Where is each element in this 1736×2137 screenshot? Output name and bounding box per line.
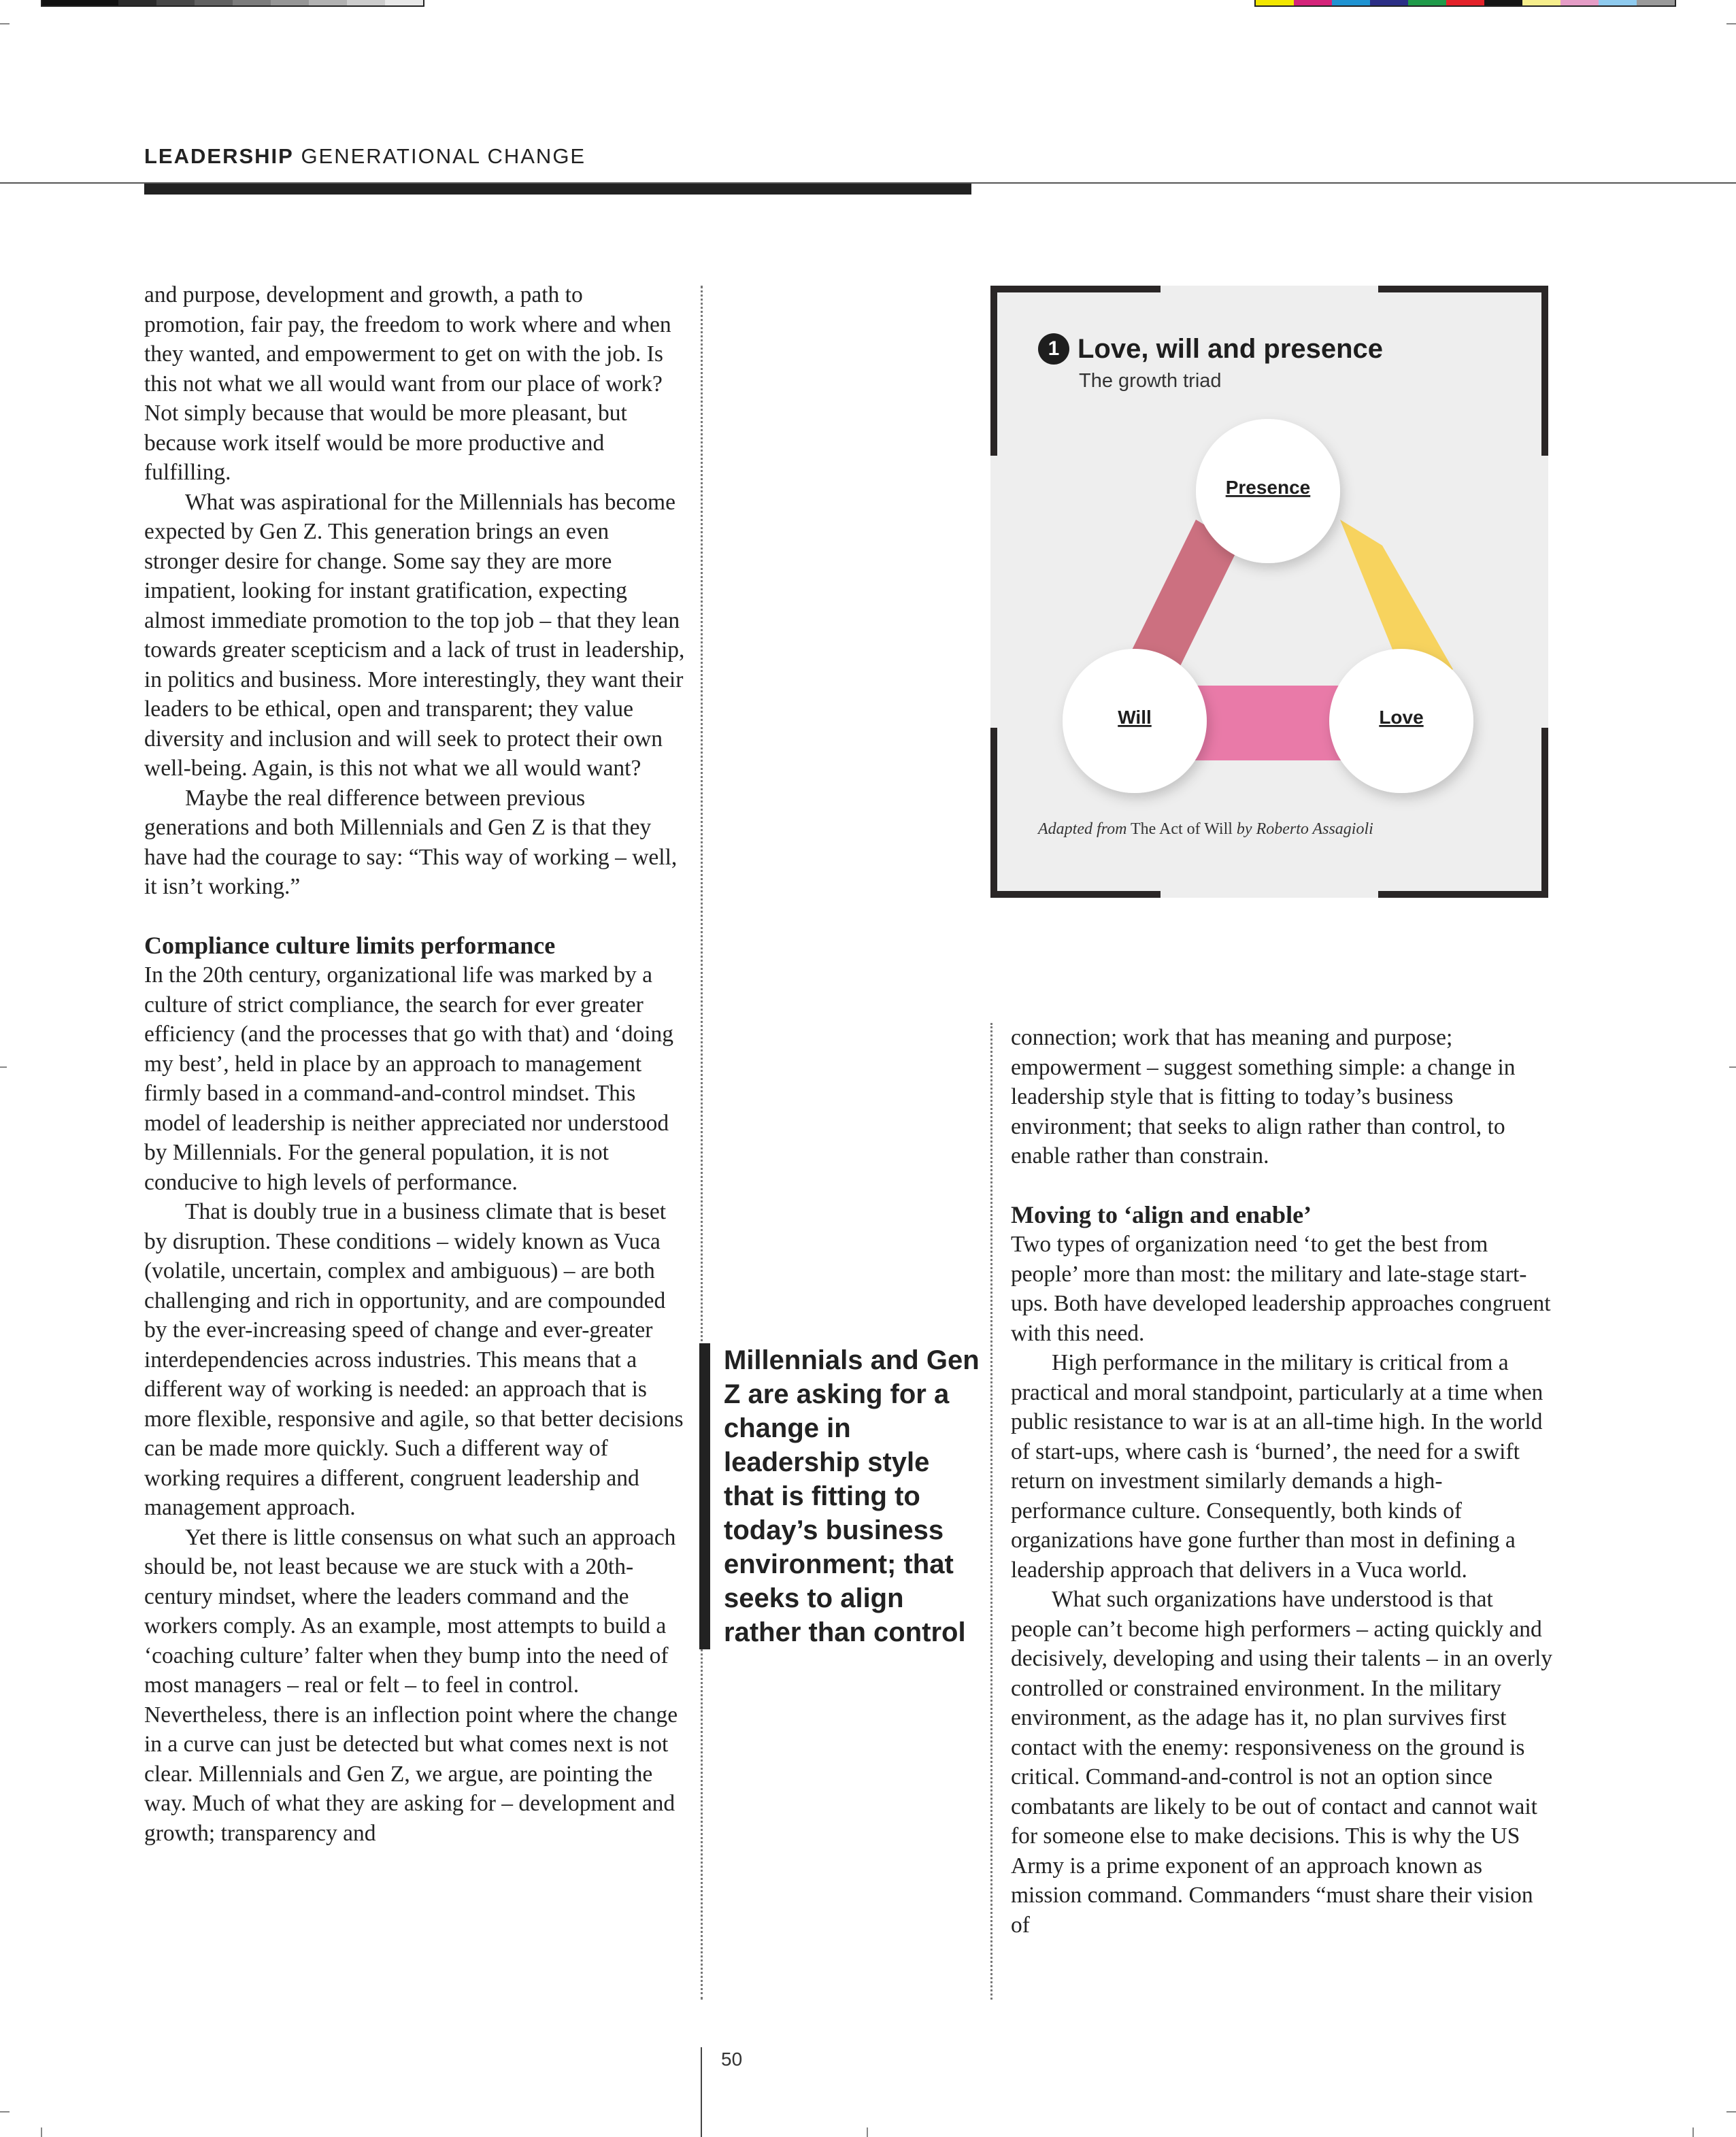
- crop-mark: [0, 1066, 7, 1068]
- color-swatch: [80, 0, 118, 5]
- folio-rule: [701, 2047, 702, 2137]
- crop-mark: [0, 23, 10, 24]
- figure-caption: [1038, 820, 1373, 839]
- body-paragraph: Two types of organization need ‘to get the best from people’ more than most: the military and late-stage start-ups. Both have developed leadership approaches congruent with this need.: [1011, 1232, 1551, 1346]
- header-section: LEADERSHIP: [144, 144, 294, 168]
- color-swatch: [118, 0, 156, 5]
- color-swatch: [1522, 0, 1560, 5]
- caption-prefix: Adapted from: [1038, 820, 1127, 838]
- body-paragraph: Maybe the real difference between previous generations and both Millennials and Gen Z is that they have had the courage to say: “This way of working – well, it isn’t working.”: [144, 785, 678, 899]
- color-swatch: [1370, 0, 1408, 5]
- column-divider: [701, 286, 703, 2000]
- registration-bar-right: [1254, 0, 1676, 7]
- triad-diagram: [990, 286, 1548, 898]
- color-swatch: [1599, 0, 1637, 5]
- will-label: Will: [1118, 707, 1152, 728]
- body-paragraph: Yet there is little consensus on what such an approach should be, not least because we are stuck with a 20th-century mindset, where the leaders command and the workers comply. As an example, most attempts to build a ‘coaching culture’ falter when they bump into the need of most managers – real or felt – to feel in control. Nevertheless, there is an inflection point where the change in a curve can just be detected but what comes next is not clear. Millennials and Gen Z, we argue, are pointing the way. Much of what they are asking for – development and growth; transparency and: [144, 1524, 678, 1846]
- figure-number-badge: 1: [1038, 333, 1069, 365]
- figure-growth-triad: [990, 286, 1548, 898]
- header-bar: [144, 184, 971, 195]
- color-swatch: [1484, 0, 1522, 5]
- figure-subtitle: The growth triad: [1079, 370, 1222, 392]
- body-paragraph: connection; work that has meaning and purpose; empowerment – suggest something simple: a change in leadership style that is fitting to today’s business environment; that seeks to align rather than control, to enable rather than constrain.: [1011, 1025, 1516, 1168]
- crop-mark: [1726, 2111, 1736, 2113]
- running-header: [144, 144, 586, 169]
- crop-mark: [41, 2127, 42, 2137]
- color-swatch: [1446, 0, 1484, 5]
- color-swatch: [195, 0, 233, 5]
- figure-title-text: Love, will and presence: [1078, 333, 1384, 364]
- crop-mark: [1726, 23, 1736, 24]
- column-divider: [990, 1023, 992, 2000]
- body-paragraph: and purpose, development and growth, a path to promotion, fair pay, the freedom to work where and when they wanted, and empowerment to get on with the job. Is this not what we all would want from our place of work? Not simply because that would be more pleasant, but because work itself would be more productive and fulfilling.: [144, 282, 671, 485]
- color-swatch: [42, 0, 80, 5]
- registration-bar-left: [41, 0, 424, 7]
- article-column-right: [1011, 1023, 1555, 1940]
- body-paragraph: What was aspirational for the Millennials has become expected by Gen Z. This generation brings an even stronger desire for change. Some say they are more impatient, looking for instant gratification, expecting almost immediate promotion to the top job – that they lean towards greater scepticism and a lack of trust in leadership, in politics and business. More interestingly, they want their leaders to be ethical, open and transparent; they value diversity and inclusion and will seek to protect their own well-being. Again, is this not what we all would want?: [144, 489, 685, 781]
- color-swatch: [156, 0, 195, 5]
- caption-author: by Roberto Assagioli: [1236, 820, 1373, 838]
- color-swatch: [1294, 0, 1332, 5]
- body-paragraph: That is doubly true in a business climate that is beset by disruption. These conditions – widely known as Vuca (volatile, uncertain, complex and ambiguous) – are both challenging and rich in opportunity, and are compounded by the ever-increasing speed of change and ever-greater interdependencies across industries. This means that a different way of working is needed: an approach that is more flexible, responsive and agile, so that better decisions can be made more quickly. Such a different way of working requires a different, congruent leadership and management approach.: [144, 1199, 684, 1520]
- color-swatch: [347, 0, 385, 5]
- crop-mark: [1692, 2127, 1694, 2137]
- color-swatch: [233, 0, 271, 5]
- love-label: Love: [1379, 707, 1424, 728]
- color-swatch: [385, 0, 423, 5]
- page-number: 50: [721, 2049, 743, 2070]
- crop-mark: [1729, 1066, 1736, 1068]
- pull-quote: Millennials and Gen Z are asking for a change in leadership style that is fitting to today’s business environment; that seeks to align rather than control: [699, 1343, 985, 1649]
- article-column-left: [144, 280, 688, 1848]
- crop-mark: [0, 2111, 10, 2113]
- body-paragraph: High performance in the military is critical from a practical and moral standpoint, particularly at a time when public resistance to war is at an all-time high. In the world of start-ups, where cash is ‘burned’, the need for a swift return on investment similarly demands a high-performance culture. Consequently, both kinds of organizations have gone further than most in defining a leadership approach that delivers in a Vuca world.: [1011, 1350, 1543, 1583]
- color-swatch: [1637, 0, 1675, 5]
- color-swatch: [1332, 0, 1370, 5]
- presence-label: Presence: [1225, 477, 1311, 498]
- crop-mark: [867, 2127, 868, 2137]
- color-swatch: [271, 0, 309, 5]
- color-swatch: [1560, 0, 1599, 5]
- color-swatch: [309, 0, 347, 5]
- body-paragraph: What such organizations have understood is that people can’t become high performers – acting quickly and decisively, developing and using their talents – in an overly controlled or constrained environment. In the military environment, as the adage has it, no plan survives first contact with the enemy: responsiveness on the ground is critical. Command-and-control is not an option since combatants are likely to be out of contact and cannot wait for someone else to make decisions. This is why the US Army is a prime exponent of an approach known as mission command. Commanders “must share their vision of: [1011, 1587, 1553, 1938]
- color-swatch: [1408, 0, 1446, 5]
- caption-book-title: The Act of Will: [1131, 820, 1233, 838]
- section-heading: Moving to ‘align and enable’: [1011, 1200, 1312, 1228]
- color-swatch: [1256, 0, 1294, 5]
- body-paragraph: In the 20th century, organizational life was marked by a culture of strict compliance, the search for ever greater efficiency (and the processes that go with that) and ‘doing my best’, held in place by an approach to management firmly based in a command-and-control mindset. This model of leadership is neither appreciated nor understood by Millennials. For the general population, it is not conducive to high levels of performance.: [144, 962, 674, 1195]
- header-topic: GENERATIONAL CHANGE: [301, 144, 586, 168]
- section-heading: Compliance culture limits performance: [144, 931, 556, 959]
